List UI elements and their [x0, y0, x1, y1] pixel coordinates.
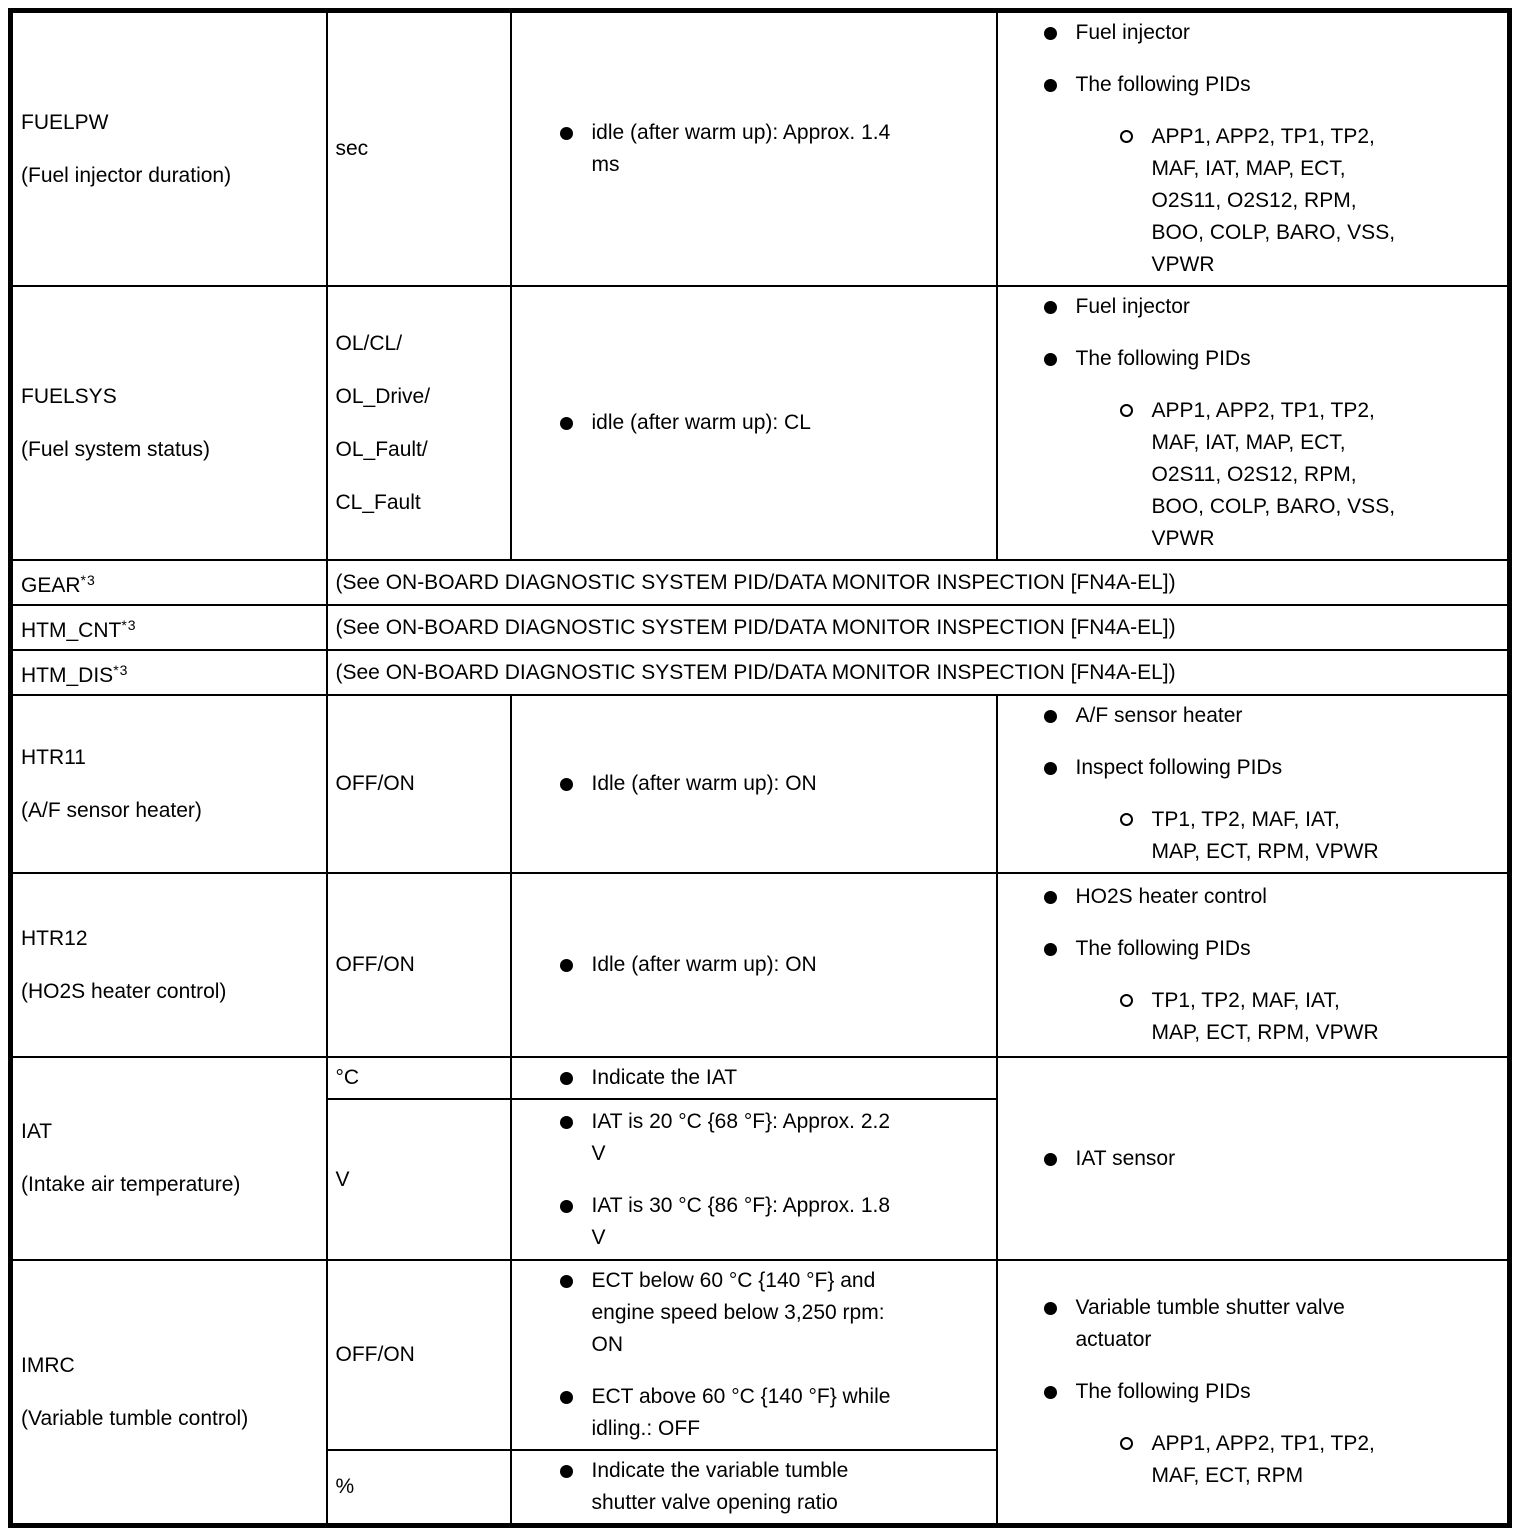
condition-cell [511, 1260, 997, 1450]
unit-cell [327, 695, 511, 873]
condition-cell [511, 1450, 997, 1526]
condition-text: idle (after warm up): Approx. 1.4 ms [591, 121, 891, 176]
see-note-cell [327, 650, 1510, 695]
pid-data-monitor-table [8, 8, 1512, 1528]
action-cell [997, 286, 1510, 560]
pid-name-cell [11, 11, 327, 287]
action-item [1044, 17, 1502, 49]
bullet-icon [560, 1275, 573, 1288]
bullet-icon [1044, 1302, 1057, 1315]
see-note-cell [327, 560, 1510, 605]
pid-name-cell [11, 650, 327, 695]
bullet-icon [1044, 301, 1057, 314]
table-row-htm-dis [11, 650, 1510, 695]
action-text: Inspect following PIDs [1075, 756, 1283, 779]
condition-item [560, 949, 988, 981]
pid-name: GEAR$^{*3}$ [21, 571, 96, 597]
action-item [1044, 881, 1502, 913]
unit-value: °C [335, 1066, 360, 1089]
condition-cell [511, 695, 997, 873]
table-row-imrc-a [11, 1260, 1510, 1450]
table-row-htm-cnt [11, 605, 1510, 650]
table-row-gear [11, 560, 1510, 605]
action-text: HO2S heater control [1075, 885, 1267, 908]
circle-icon [1120, 813, 1133, 826]
pid-name-cell [11, 286, 327, 560]
table-row-fuelpw [11, 11, 1510, 287]
unit-cell [327, 11, 511, 287]
circle-icon [1120, 130, 1133, 143]
condition-cell [511, 1057, 997, 1099]
action-cell [997, 1057, 1510, 1260]
pid-name-cell [11, 1057, 327, 1260]
pid-name: HTR12 [21, 926, 88, 950]
see-note-text: (See ON-BOARD DIAGNOSTIC SYSTEM PID/DATA MONITOR INSPECTION [FN4A-EL]) [335, 570, 1176, 594]
bullet-icon [1044, 1386, 1057, 1399]
bullet-icon [1044, 710, 1057, 723]
unit-value: OFF/ON [335, 772, 415, 795]
action-text: The following PIDs [1075, 937, 1251, 960]
action-subitem [1120, 395, 1502, 555]
condition-item [560, 1106, 988, 1170]
bullet-icon [560, 1465, 573, 1478]
bullet-icon [560, 1200, 573, 1213]
action-subitem [1120, 121, 1502, 281]
bullet-icon [560, 1391, 573, 1404]
bullet-icon [1044, 762, 1057, 775]
bullet-icon [1044, 27, 1057, 40]
pid-name: HTR11 [21, 745, 86, 769]
action-text: The following PIDs [1075, 73, 1251, 96]
bullet-icon [560, 1072, 573, 1085]
pid-name-cell [11, 605, 327, 650]
footnote-marker: *3 [121, 616, 137, 633]
condition-item [560, 1062, 988, 1094]
condition-text: Idle (after warm up): ON [591, 772, 817, 795]
action-text: The following PIDs [1075, 347, 1251, 370]
pid-name: IAT [21, 1120, 53, 1143]
bullet-icon [1044, 79, 1057, 92]
unit-cell [327, 1450, 511, 1526]
condition-item [560, 1265, 988, 1361]
action-item [1044, 1143, 1502, 1175]
condition-cell [511, 11, 997, 287]
unit-cell [327, 1099, 511, 1260]
pid-name-cell [11, 873, 327, 1057]
pid-name: HTM_DIS$^{*3}$ [21, 661, 129, 687]
pid-list-text: TP1, TP2, MAF, IAT, MAP, ECT, RPM, VPWR [1151, 989, 1379, 1044]
circle-icon [1120, 994, 1133, 1007]
table-row-iat-a [11, 1057, 1510, 1099]
pid-description: (HO2S heater control) [21, 979, 227, 1003]
pid-list-text: TP1, TP2, MAF, IAT, MAP, ECT, RPM, VPWR [1151, 808, 1379, 863]
condition-text: IAT is 30 °C {86 °F}: Approx. 1.8 V [591, 1193, 891, 1249]
pid-list-text: APP1, APP2, TP1, TP2, MAF, IAT, MAP, ECT, O2S11, O2S12, RPM, BOO, COLP, BARO, VSS, VPWR [1151, 399, 1396, 550]
action-text: A/F sensor heater [1075, 704, 1243, 727]
bullet-icon [560, 778, 573, 791]
action-subitem [1120, 804, 1502, 868]
bullet-icon [560, 417, 573, 430]
condition-text: ECT below 60 °C {140 °F} and engine speed below 3,250 rpm: ON [591, 1269, 885, 1356]
bullet-icon [1044, 891, 1057, 904]
action-item [1044, 1376, 1502, 1408]
action-text: IAT sensor [1075, 1146, 1176, 1170]
action-cell [997, 11, 1510, 287]
pid-name: IMRC [21, 1353, 75, 1377]
unit-value: OFF/ON [335, 1343, 415, 1366]
unit-value: % [335, 1475, 355, 1498]
condition-text: Indicate the IAT [591, 1066, 738, 1089]
pid-name-cell [11, 560, 327, 605]
condition-item [560, 768, 988, 800]
table-row-htr11 [11, 695, 1510, 873]
condition-item [560, 1190, 988, 1254]
action-cell [997, 873, 1510, 1057]
pid-description: (A/F sensor heater) [21, 798, 202, 822]
action-item [1044, 752, 1502, 784]
bullet-icon [560, 127, 573, 140]
action-text: Fuel injector [1075, 21, 1190, 44]
action-item [1044, 933, 1502, 965]
unit-value: V [335, 1167, 350, 1191]
unit-cell [327, 873, 511, 1057]
action-item [1044, 69, 1502, 101]
action-item [1044, 343, 1502, 375]
action-item [1044, 1292, 1502, 1356]
condition-text: idle (after warm up): CL [591, 411, 811, 434]
action-subitem [1120, 985, 1502, 1049]
see-note-text: (See ON-BOARD DIAGNOSTIC SYSTEM PID/DATA MONITOR INSPECTION [FN4A-EL]) [335, 615, 1176, 639]
pid-list-text: APP1, APP2, TP1, TP2, MAF, IAT, MAP, ECT, O2S11, O2S12, RPM, BOO, COLP, BARO, VSS, VPWR [1151, 125, 1396, 276]
condition-text: Idle (after warm up): ON [591, 953, 817, 976]
pid-description: (Intake air temperature) [21, 1173, 241, 1196]
condition-text: IAT is 20 °C {68 °F}: Approx. 2.2 V [591, 1109, 891, 1165]
bullet-icon [1044, 1153, 1057, 1166]
pid-name-cell [11, 1260, 327, 1526]
action-item [1044, 291, 1502, 323]
condition-item [560, 117, 988, 181]
table-row-htr12 [11, 873, 1510, 1057]
condition-item [560, 407, 988, 439]
circle-icon [1120, 1437, 1133, 1450]
pid-description: (Fuel injector duration) [21, 163, 232, 187]
action-subitem [1120, 1428, 1502, 1492]
condition-text: ECT above 60 °C {140 °F} while idling.: OFF [591, 1385, 891, 1440]
pid-name: FUELPW [21, 110, 109, 134]
pid-name-cell [11, 695, 327, 873]
condition-item [560, 1455, 988, 1519]
unit-cell [327, 1057, 511, 1099]
bullet-icon [1044, 943, 1057, 956]
action-text: Variable tumble shutter valve actuator [1075, 1296, 1345, 1351]
circle-icon [1120, 404, 1133, 417]
unit-value: OFF/ON [335, 953, 415, 976]
pid-description: (Variable tumble control) [21, 1406, 249, 1430]
condition-cell [511, 873, 997, 1057]
pid-name: HTM_CNT$^{*3}$ [21, 616, 137, 642]
unit-values: OL/CL/ OL_Drive/ OL_Fault/ CL_Fault [335, 332, 431, 514]
unit-cell [327, 286, 511, 560]
bullet-icon [560, 959, 573, 972]
condition-item [560, 1381, 988, 1445]
action-item [1044, 700, 1502, 732]
condition-text: Indicate the variable tumble shutter valve opening ratio [591, 1459, 849, 1514]
pid-name: FUELSYS [21, 384, 117, 408]
bullet-icon [560, 1116, 573, 1129]
bullet-icon [1044, 353, 1057, 366]
see-note-cell [327, 605, 1510, 650]
unit-cell [327, 1260, 511, 1450]
condition-cell [511, 1099, 997, 1260]
table-row-fuelsys [11, 286, 1510, 560]
action-text: Fuel injector [1075, 295, 1190, 318]
unit-value: sec [335, 137, 369, 160]
action-cell [997, 695, 1510, 873]
footnote-marker: *3 [113, 661, 129, 678]
condition-cell [511, 286, 997, 560]
footnote-marker: *3 [80, 571, 96, 588]
action-cell [997, 1260, 1510, 1526]
pid-list-text: APP1, APP2, TP1, TP2, MAF, ECT, RPM [1151, 1432, 1375, 1487]
see-note-text: (See ON-BOARD DIAGNOSTIC SYSTEM PID/DATA MONITOR INSPECTION [FN4A-EL]) [335, 660, 1176, 684]
pid-description: (Fuel system status) [21, 437, 211, 461]
action-text: The following PIDs [1075, 1380, 1251, 1403]
